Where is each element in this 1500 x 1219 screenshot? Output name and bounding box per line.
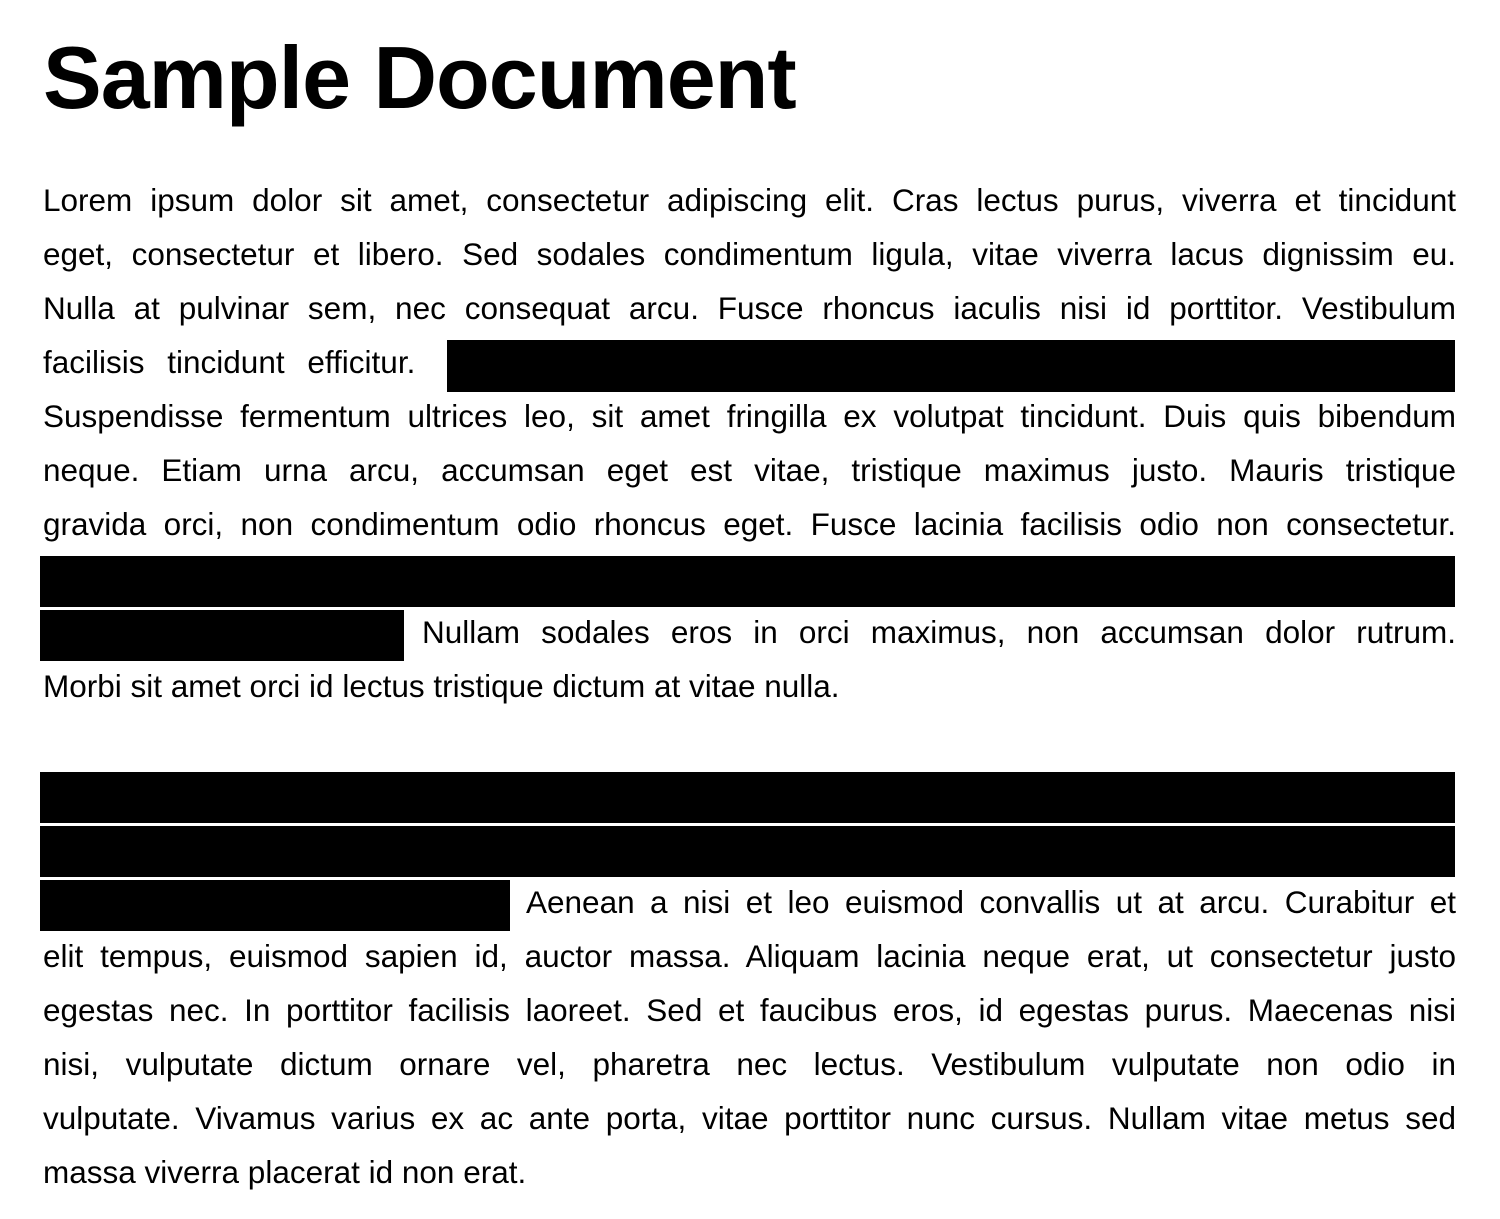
line-text: facilisis tincidunt efficitur. (43, 344, 416, 380)
paragraph-line (43, 173, 1456, 227)
redaction-box (40, 772, 1455, 823)
paragraph-line (43, 281, 1456, 335)
paragraph-line (43, 1037, 1456, 1091)
page-title: Sample Document (43, 28, 796, 127)
line-text: Morbi sit amet orci id lectus tristique dictum at vitae nulla. (43, 668, 840, 704)
line-text: nisi, vulputate dictum ornare vel, pharetra nec lectus. Vestibulum vulputate non odio in (43, 1046, 1456, 1082)
paragraph-line (43, 443, 1456, 497)
line-text: Lorem ipsum dolor sit amet, consectetur adipiscing elit. Cras lectus purus, viverra et tincidunt (43, 182, 1456, 218)
paragraph-line (526, 875, 1456, 929)
line-text: Suspendisse fermentum ultrices leo, sit amet fringilla ex volutpat tincidunt. Duis quis bibendum (43, 398, 1456, 434)
line-text: Nulla at pulvinar sem, nec consequat arcu. Fusce rhoncus iaculis nisi id porttitor. Vestibulum (43, 290, 1456, 326)
paragraph-line (43, 389, 1456, 443)
redaction-box (447, 340, 1455, 392)
paragraph-line (43, 1091, 1456, 1145)
line-text: Nullam sodales eros in orci maximus, non accumsan dolor rutrum. (422, 614, 1456, 650)
line-text: gravida orci, non condimentum odio rhoncus eget. Fusce lacinia facilisis odio non consectetur. (43, 506, 1456, 542)
paragraph-line (43, 1145, 1456, 1199)
paragraph-line (43, 497, 1456, 551)
line-text: vulputate. Vivamus varius ex ac ante porta, vitae porttitor nunc cursus. Nullam vitae metus sed (43, 1100, 1456, 1136)
redaction-box (40, 826, 1455, 877)
line-text: massa viverra placerat id non erat. (43, 1154, 527, 1190)
redaction-box (40, 880, 510, 931)
line-text: Aenean a nisi et leo euismod convallis ut at arcu. Curabitur et (526, 884, 1456, 920)
line-text: egestas nec. In porttitor facilisis laoreet. Sed et faucibus eros, id egestas purus. Maecenas nisi (43, 992, 1456, 1028)
line-text: eget, consectetur et libero. Sed sodales condimentum ligula, vitae viverra lacus dignissim eu. (43, 236, 1456, 272)
paragraph-line (422, 605, 1456, 659)
paragraph-line (43, 227, 1456, 281)
paragraph-line (43, 335, 433, 389)
paragraph-line (43, 929, 1456, 983)
redaction-box (40, 556, 1455, 607)
paragraph-line (43, 659, 1456, 713)
line-text: neque. Etiam urna arcu, accumsan eget est vitae, tristique maximus justo. Mauris tristique (43, 452, 1456, 488)
redaction-box (40, 610, 404, 661)
line-text: elit tempus, euismod sapien id, auctor massa. Aliquam lacinia neque erat, ut consectetur justo (43, 938, 1456, 974)
paragraph-line (43, 983, 1456, 1037)
